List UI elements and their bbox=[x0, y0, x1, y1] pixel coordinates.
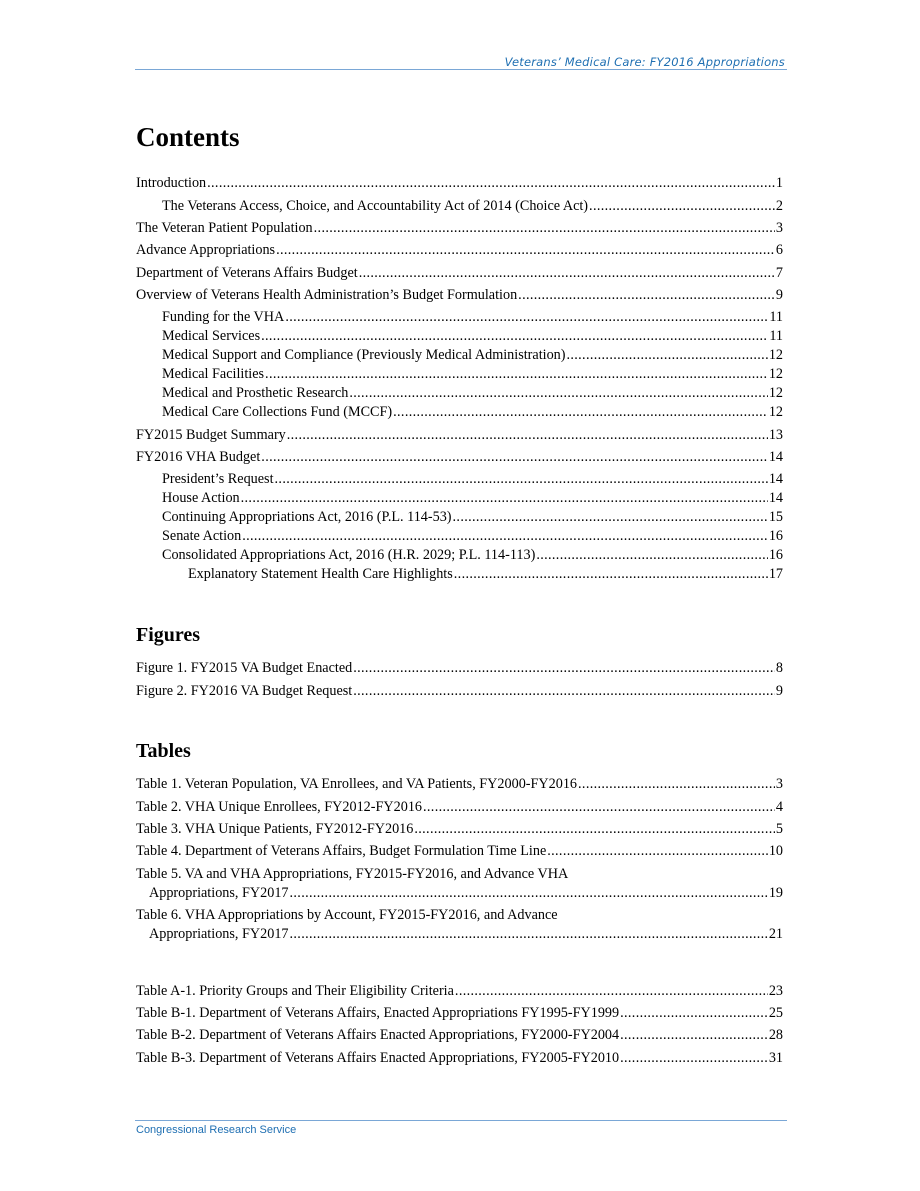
running-header-title: Veterans’ Medical Care: FY2016 Appropriations bbox=[504, 55, 785, 69]
toc-entry[interactable]: The Veterans Access, Choice, and Accountability Act of 2014 (Choice Act) . . . 2 bbox=[136, 197, 783, 216]
toc-entry[interactable]: Overview of Veterans Health Administration’s Budget Formulation . . . 9 bbox=[136, 286, 783, 305]
toc-entry[interactable]: President’s Request . . . 14 bbox=[136, 470, 783, 489]
table-entry[interactable]: Table 4. Department of Veterans Affairs, Budget Formulation Time Line . . . 10 bbox=[136, 842, 783, 861]
table-entry[interactable]: Table B-2. Department of Veterans Affairs Enacted Appropriations, FY2000-FY2004 . . . 28 bbox=[136, 1026, 783, 1045]
toc-entry[interactable]: Continuing Appropriations Act, 2016 (P.L. 114-53) . . . 15 bbox=[136, 508, 783, 527]
figure-entry[interactable]: Figure 2. FY2016 VA Budget Request . . . 9 bbox=[136, 682, 783, 701]
table-entry[interactable]: Table 3. VHA Unique Patients, FY2012-FY2016 . . . 5 bbox=[136, 820, 783, 839]
toc-entry[interactable]: Medical and Prosthetic Research . . . 12 bbox=[136, 384, 783, 403]
figures-heading: Figures bbox=[136, 624, 201, 646]
tables-heading: Tables bbox=[136, 740, 191, 762]
toc-entry[interactable]: Explanatory Statement Health Care Highlights . . . 17 bbox=[136, 565, 783, 584]
toc-entry[interactable]: Department of Veterans Affairs Budget . . . 7 bbox=[136, 264, 783, 283]
toc-entry[interactable]: FY2016 VHA Budget . . . 14 bbox=[136, 448, 783, 467]
figure-entry[interactable]: Figure 1. FY2015 VA Budget Enacted . . . 8 bbox=[136, 659, 783, 678]
table-entry[interactable]: Table A-1. Priority Groups and Their Eligibility Criteria . . . 23 bbox=[136, 982, 783, 1001]
toc-entry[interactable]: Medical Services . . . 11 bbox=[136, 327, 783, 346]
toc-entry[interactable]: Advance Appropriations . . . 6 bbox=[136, 241, 783, 260]
header-rule bbox=[135, 69, 787, 70]
table-entry[interactable]: Table 6. VHA Appropriations by Account, FY2015-FY2016, and Advance Appropriations, FY2017 . . . 21 bbox=[136, 906, 783, 944]
toc-entry[interactable]: House Action . . . 14 bbox=[136, 489, 783, 508]
table-entry[interactable]: Table B-3. Department of Veterans Affairs Enacted Appropriations, FY2005-FY2010 . . . 31 bbox=[136, 1049, 783, 1068]
table-entry[interactable]: Table 5. VA and VHA Appropriations, FY2015-FY2016, and Advance VHA Appropriations, FY2017 . . . 19 bbox=[136, 865, 783, 903]
table-entry[interactable]: Table B-1. Department of Veterans Affairs, Enacted Appropriations FY1995-FY1999 . . . 25 bbox=[136, 1004, 783, 1023]
footer-source: Congressional Research Service bbox=[136, 1124, 297, 1136]
toc-entry[interactable]: Senate Action . . . 16 bbox=[136, 527, 783, 546]
toc-entry[interactable]: Medical Facilities . . . 12 bbox=[136, 365, 783, 384]
table-entry[interactable]: Table 2. VHA Unique Enrollees, FY2012-FY2016 . . . 4 bbox=[136, 798, 783, 817]
toc-entry[interactable]: The Veteran Patient Population . . . 3 bbox=[136, 219, 783, 238]
toc-entry[interactable]: Funding for the VHA . . . 11 bbox=[136, 308, 783, 327]
toc-entry[interactable]: FY2015 Budget Summary . . . 13 bbox=[136, 426, 783, 445]
toc-entry[interactable]: Introduction . . . 1 bbox=[136, 174, 783, 193]
toc-entry[interactable]: Medical Care Collections Fund (MCCF) . . . 12 bbox=[136, 403, 783, 422]
table-entry[interactable]: Table 1. Veteran Population, VA Enrollees, and VA Patients, FY2000-FY2016 . . . 3 bbox=[136, 775, 783, 794]
toc-entry[interactable]: Medical Support and Compliance (Previously Medical Administration) . . . 12 bbox=[136, 346, 783, 365]
footer-rule bbox=[135, 1120, 787, 1121]
contents-heading: Contents bbox=[136, 122, 240, 152]
toc-entry[interactable]: Consolidated Appropriations Act, 2016 (H.R. 2029; P.L. 114-113) . . . 16 bbox=[136, 546, 783, 565]
